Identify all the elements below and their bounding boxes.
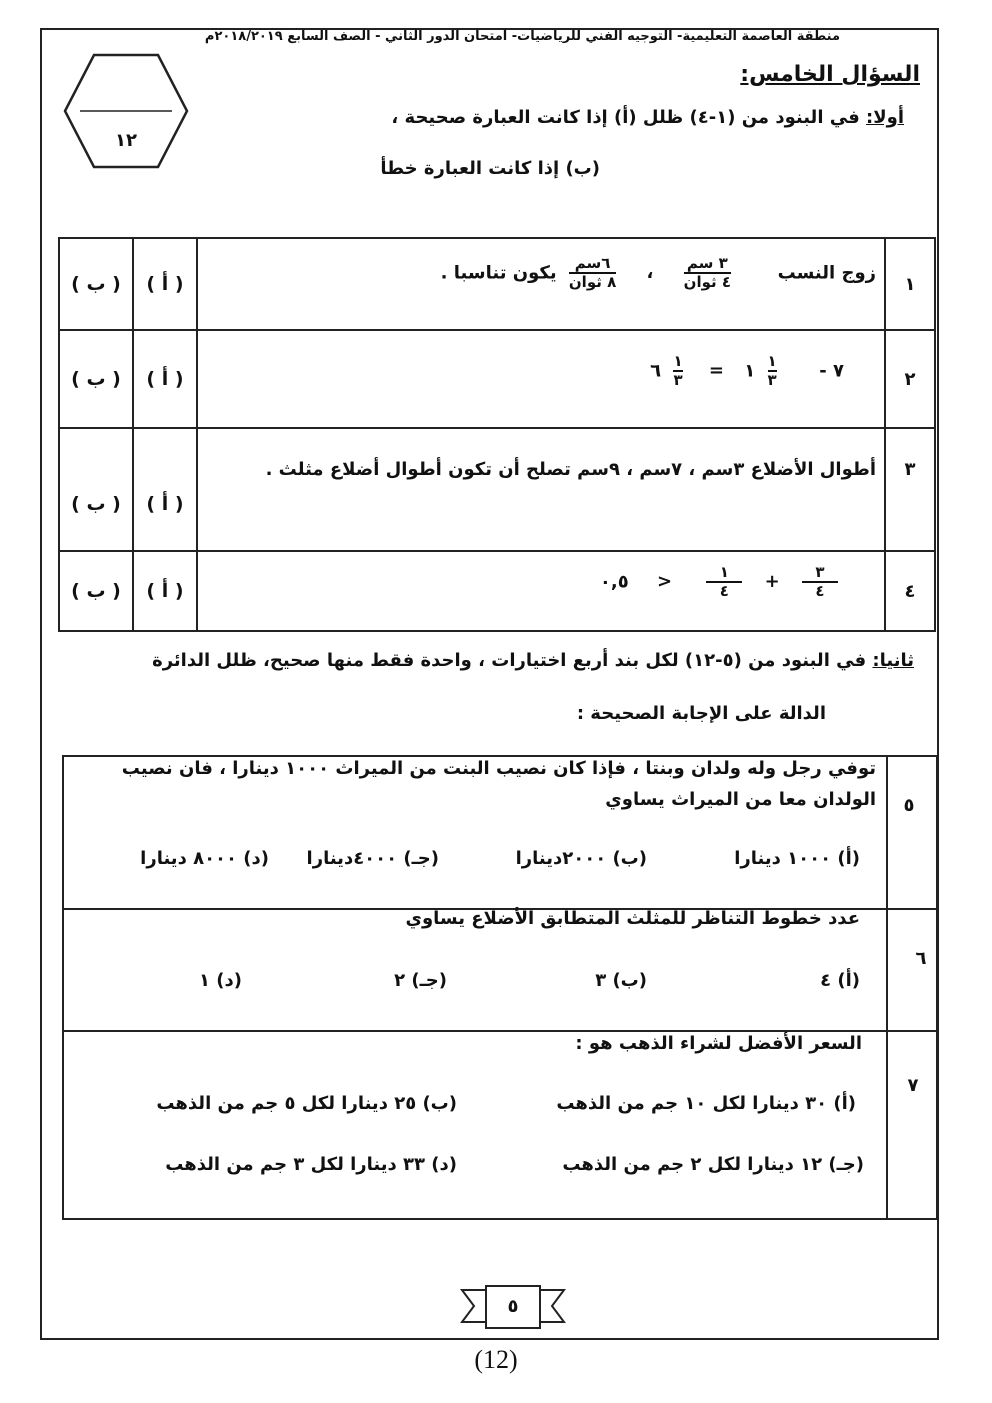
question-5-line-2: الولدان معا من الميراث يساوي (605, 789, 876, 810)
number-column-divider (886, 755, 888, 1220)
part2-label: ثانيا: (872, 650, 914, 671)
question-7-text: السعر الأفضل لشراء الذهب هو : (575, 1033, 862, 1054)
true-false-table (58, 237, 936, 632)
option-a[interactable]: ( أ ) (133, 428, 197, 551)
choice-a[interactable]: (أ) ١٠٠٠ دينارا (734, 848, 860, 869)
table-row (59, 330, 935, 428)
part2-instruction-1 (152, 650, 914, 671)
statement-3: أطوال الأضلاع ٣سم ، ٧سم ، ٩سم تصلح أن تكون أطوال أضلاع مثلث . (197, 428, 885, 551)
item-number: ٤ (885, 551, 935, 631)
item-number: ٣ (885, 428, 935, 551)
score-value: ١٢ (115, 130, 137, 151)
row-divider (62, 1030, 938, 1032)
part1-instruction-2: (ب) إذا كانت العبارة خطأ (380, 158, 600, 179)
question-5-line-1: توفي رجل وله ولدان وبنتا ، فإذا كان نصيب البنت من الميراث ١٠٠٠ دينارا ، فان نصيب (121, 758, 876, 779)
score-hexagon (62, 52, 190, 170)
item-number: ١ (885, 238, 935, 330)
question-6-text: عدد خطوط التناظر للمثلث المتطابق الأضلاع يساوي (405, 908, 860, 929)
item-number: ٧ (907, 1075, 919, 1096)
option-b[interactable]: ( ب ) (59, 551, 133, 631)
question-title: السؤال الخامس: (740, 62, 920, 87)
fraction-1: $\frac{١}{٤}$ (706, 564, 742, 601)
choice-d[interactable]: (د) ١ (199, 970, 242, 991)
choice-c[interactable]: (جـ) ١٢ دينارا لكل ٢ جم من الذهب (562, 1154, 864, 1175)
mixed-fraction-1: $\frac{١}{٣}$ (767, 352, 777, 390)
item-number: ٦ (915, 948, 927, 969)
inner-page-number: ٥ (507, 1296, 519, 1317)
part1-instruction-1 (391, 107, 904, 128)
statement-1: زوج النسب $\frac{\text{٣ سم}}{\text{٤ ثوان}}$ ، $\frac{\text{٦سم}}{\text{٨ ثوان}}$ يكون تناسبا . (197, 238, 885, 330)
hexagon-shape (62, 52, 190, 170)
statement-2: ٧ - $\frac{١}{٣}$ ١ = $\frac{١}{٣}$ ٦ (197, 330, 885, 428)
choice-d[interactable]: (د) ٨٠٠٠ دينارا (140, 848, 269, 869)
item-number: ٢ (885, 330, 935, 428)
choice-a[interactable]: (أ) ٤ (820, 970, 860, 991)
choice-b[interactable]: (ب) ٣ (595, 970, 647, 991)
page-ribbon (458, 1282, 568, 1334)
part2-instruction-2: الدالة على الإجابة الصحيحة : (576, 703, 826, 724)
option-a[interactable]: ( أ ) (133, 551, 197, 631)
ratio-fraction-1: $\frac{\text{٣ سم}}{\text{٤ ثوان}}$ (683, 254, 731, 292)
ratio-fraction-2: $\frac{\text{٦سم}}{\text{٨ ثوان}}$ (568, 254, 617, 292)
choice-b[interactable]: (ب) ٢٥ دينارا لكل ٥ جم من الذهب (156, 1093, 457, 1114)
choice-c[interactable]: (جـ) ٤٠٠٠دينارا (306, 848, 439, 869)
statement-4: ٠,٥ > $\frac{١}{٤}$ + $\frac{٣}{٤}$ (197, 551, 885, 631)
header-text: منطقة العاصمة التعليمية- التوجيه الفني للرياضيات- امتحان الدور الثاني - الصف السابع ٢٠١٨/٢٠١٩م (204, 29, 840, 44)
option-b[interactable]: ( ب ) (59, 330, 133, 428)
choice-d[interactable]: (د) ٣٣ دينارا لكل ٣ جم من الذهب (165, 1154, 457, 1175)
choice-c[interactable]: (جـ) ٢ (394, 970, 447, 991)
part1-instruction-text: في البنود من (١-٤) ظلل (أ) إذا كانت العبارة صحيحة ، (391, 107, 860, 128)
choice-a[interactable]: (أ) ٣٠ دينارا لكل ١٠ جم من الذهب (556, 1093, 856, 1114)
table-row (59, 551, 935, 631)
option-b[interactable]: ( ب ) (59, 428, 133, 551)
option-a[interactable]: ( أ ) (133, 330, 197, 428)
item-number: ٥ (903, 795, 915, 816)
part2-instruction-text: في البنود من (٥-١٢) لكل بند أربع اختيارات ، واحدة فقط منها صحيح، ظلل الدائرة (152, 650, 867, 671)
outer-page-number: (12) (474, 1345, 518, 1374)
part1-label: أولا: (866, 107, 904, 128)
multiple-choice-table (62, 755, 938, 1220)
table-row (59, 428, 935, 551)
option-a[interactable]: ( أ ) (133, 238, 197, 330)
choice-b[interactable]: (ب) ٢٠٠٠دينارا (515, 848, 647, 869)
statement-text: زوج النسب (777, 262, 876, 284)
table-row (59, 238, 935, 330)
fraction-2: $\frac{٣}{٤}$ (802, 564, 838, 601)
mixed-fraction-2: $\frac{١}{٣}$ (673, 352, 683, 390)
statement-text-end: يكون تناسبا . (440, 262, 557, 284)
option-b[interactable]: ( ب ) (59, 238, 133, 330)
